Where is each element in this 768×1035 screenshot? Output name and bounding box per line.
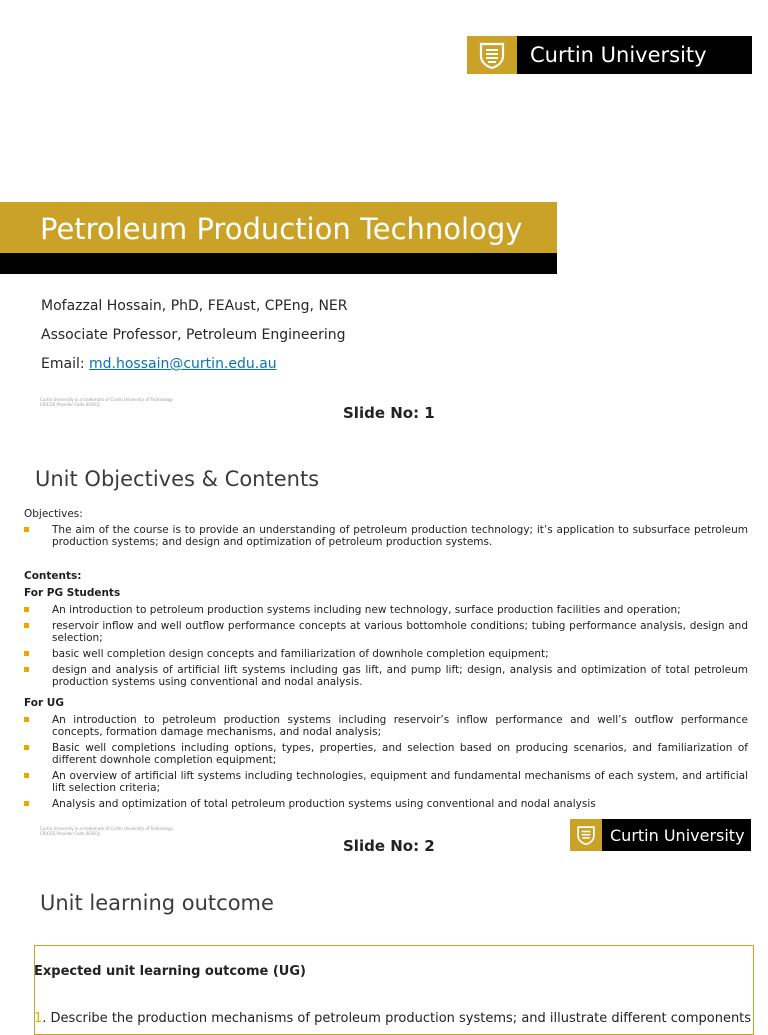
bullet-icon: [24, 607, 29, 612]
list-item: [24, 620, 748, 644]
trademark-line: Curtin University is a trademark of Curtin University of Technology: [40, 397, 173, 402]
author-position: Associate Professor, Petroleum Engineering: [41, 327, 346, 343]
author-email: [41, 356, 277, 372]
list-item: [24, 648, 748, 660]
bullet-icon: [24, 717, 29, 722]
slide-number-1: Slide No: 1: [343, 404, 435, 422]
presentation-title: Petroleum Production Technology: [40, 212, 523, 246]
curtin-logo-name: Curtin University: [610, 825, 745, 845]
list-item: [24, 798, 748, 810]
bullet-icon: [24, 527, 29, 532]
list-item: [24, 664, 748, 688]
curtin-crest-icon: [467, 36, 517, 74]
list-item: [24, 524, 748, 548]
outcome-text: . Describe the production mechanisms of petroleum production systems; and illustrate different components: [42, 1011, 752, 1026]
list-item: [24, 714, 748, 738]
email-label: Email:: [41, 356, 85, 372]
trademark-line: Curtin University is a trademark of Curtin University of Technology: [40, 826, 173, 831]
list-item: [24, 742, 748, 766]
curtin-crest-icon: [570, 819, 602, 851]
list-item-text: An introduction to petroleum production systems including reservoir’s inflow performance and well’s outflow performance concepts, formation damage mechanisms, and nodal analysis;: [52, 714, 748, 738]
list-item-text: Analysis and optimization of total petroleum production systems using conventional and nodal analysis: [52, 798, 596, 810]
list-item-text: Basic well completions including options, types, properties, and selection based on producing scenarios, and familiarization of different downhole completion equipment;: [52, 742, 748, 766]
pg-students-label: For PG Students: [24, 587, 121, 599]
slide3-heading: Unit learning outcome: [40, 891, 274, 915]
slide2-heading: Unit Objectives & Contents: [35, 467, 320, 491]
cricos-line: CRICOS Provider Code 00301J: [40, 402, 100, 407]
list-item-text: The aim of the course is to provide an understanding of petroleum production technology; it’s application to subsurface petroleum production systems; and design and optimization of petroleum production systems.: [52, 524, 748, 548]
list-item: [24, 770, 748, 794]
list-item-text: An introduction to petroleum production systems including new technology, surface production facilities and operation;: [52, 604, 681, 616]
ug-content-list: [24, 714, 748, 814]
bullet-icon: [24, 773, 29, 778]
trademark-note-2: [40, 826, 173, 836]
curtin-logo-name: Curtin University: [530, 43, 707, 67]
outcome-number: 1: [34, 1011, 43, 1026]
title-band-shadow: [0, 253, 557, 274]
cricos-line: CRICOS Provider Code 00301J: [40, 831, 100, 836]
objectives-label: Objectives:: [24, 508, 83, 520]
list-item-text: reservoir inflow and well outflow performance concepts at various bottomhole conditions; tubing performance analysis, design and selection;: [52, 620, 748, 644]
bullet-icon: [24, 623, 29, 628]
ug-label: For UG: [24, 697, 64, 709]
bullet-icon: [24, 667, 29, 672]
trademark-note: [40, 397, 173, 407]
curtin-logo-small: [570, 819, 751, 851]
bullet-icon: [24, 651, 29, 656]
list-item-text: basic well completion design concepts and familiarization of downhole completion equipment;: [52, 648, 549, 660]
learning-outcome-heading: Expected unit learning outcome (UG): [34, 964, 306, 979]
objectives-list: [24, 524, 748, 552]
bullet-icon: [24, 801, 29, 806]
list-item-text: An overview of artificial lift systems including technologies, equipment and fundamental mechanisms of each system, and artificial lift selection criteria;: [52, 770, 748, 794]
list-item-text: design and analysis of artificial lift systems including gas lift, and pump lift; design, analysis and optimization of total petroleum production systems using conventional and nodal analysis.: [52, 664, 748, 688]
author-name: Mofazzal Hossain, PhD, FEAust, CPEng, NER: [41, 298, 348, 314]
slide-number-2: Slide No: 2: [343, 837, 435, 855]
list-item: [24, 604, 748, 616]
pg-content-list: [24, 604, 748, 692]
bullet-icon: [24, 745, 29, 750]
email-link[interactable]: md.hossain@curtin.edu.au: [89, 356, 277, 372]
curtin-logo: [467, 36, 752, 74]
contents-label: Contents:: [24, 570, 82, 582]
